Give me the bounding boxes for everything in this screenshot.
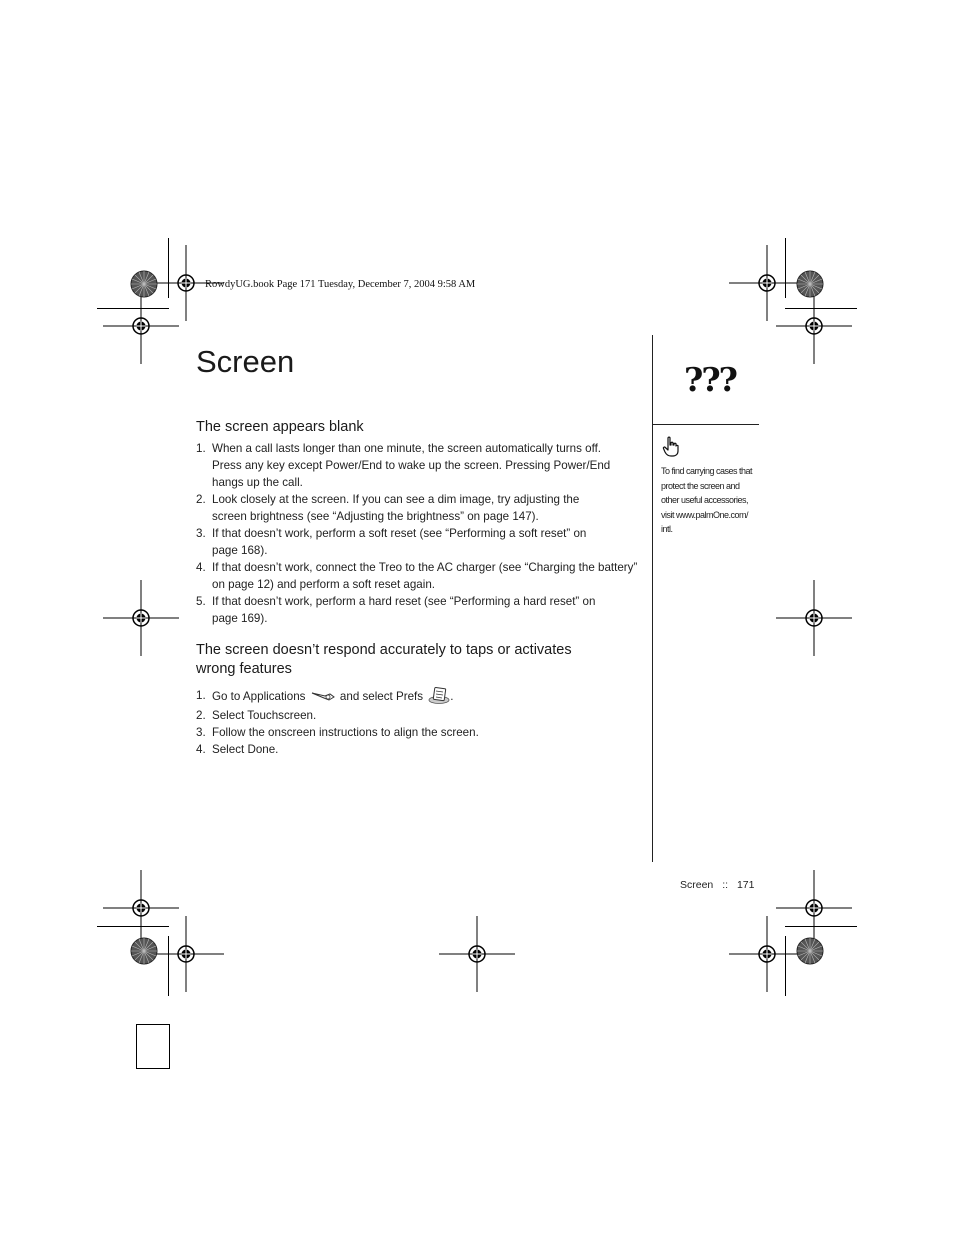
page-footer xyxy=(680,879,755,891)
page-number: 171 xyxy=(736,879,755,891)
print-info: RowdyUG.book Page 171 Tuesday, December 7, 2004 9:58 AM xyxy=(205,279,476,290)
empty-box xyxy=(136,1024,170,1069)
list-item: 3. If that doesn’t work, perform a soft reset (see “Performing a soft reset” on page 168). xyxy=(196,527,587,557)
list-item: 4. Select Done. xyxy=(196,743,279,756)
footer-section: Screen xyxy=(680,879,714,891)
section-screen-taps xyxy=(196,641,646,758)
applications-icon xyxy=(311,690,335,702)
steps-list xyxy=(196,440,646,627)
prefs-icon xyxy=(428,686,450,704)
steps-list xyxy=(196,686,646,758)
section-screen-blank xyxy=(196,418,646,627)
list-item: 1. Go to Applications and select Prefs . xyxy=(196,686,646,707)
section-heading: The screen appears blank xyxy=(196,419,364,435)
list-item: 4. If that doesn’t work, connect the Treo to the AC charger (see “Charging the battery” on page 12) and perform a soft reset again. xyxy=(196,561,638,591)
section-heading: The screen doesn’t respond accurately to taps or activates wrong features xyxy=(196,642,572,677)
list-item: 5. If that doesn’t work, perform a hard reset (see “Performing a hard reset” on page 169). xyxy=(196,595,596,625)
hand-pointer-icon xyxy=(662,436,680,458)
tip-text: To find carrying cases that protect the screen and other useful accessories, visit www.palmOne.com/ intl. xyxy=(661,466,753,534)
page-title: Screen xyxy=(196,344,295,379)
footer-separator: :: xyxy=(722,879,729,891)
troubleshoot-mark: ??? xyxy=(684,360,737,399)
sidebar-divider xyxy=(652,335,653,862)
list-item: 2. Select Touchscreen. xyxy=(196,709,317,722)
sidebar-rule xyxy=(652,424,759,425)
list-item: 1. When a call lasts longer than one minute, the screen automatically turns off. Press any key except Power/End to wake up the screen. Pressing Power/End hangs up the call. xyxy=(196,442,611,489)
list-item: 3. Follow the onscreen instructions to align the screen. xyxy=(196,726,479,739)
list-item: 2. Look closely at the screen. If you can see a dim image, try adjusting the screen brightness (see “Adjusting the brightness” on page 147). xyxy=(196,493,580,523)
